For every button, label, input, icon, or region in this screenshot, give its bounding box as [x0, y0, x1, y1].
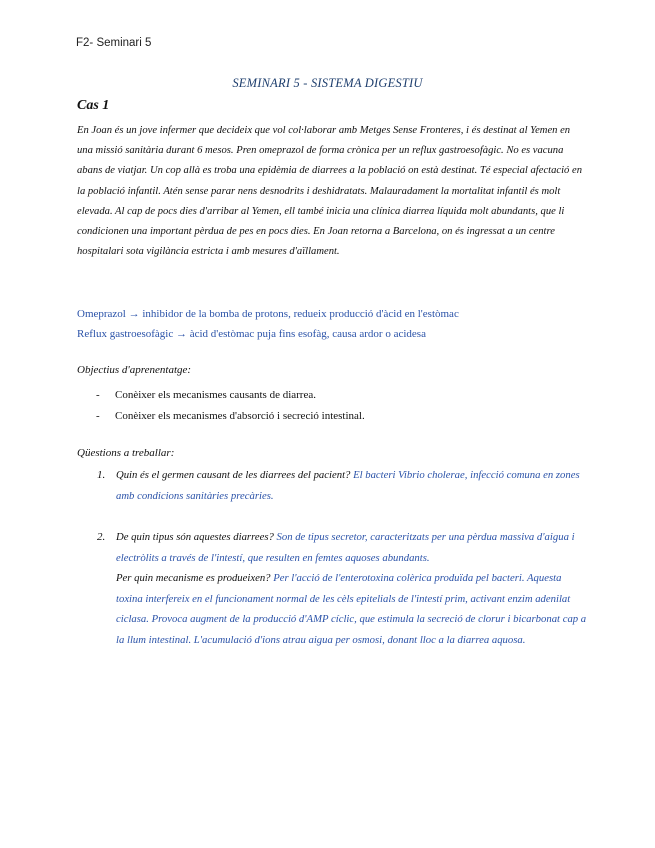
objectives-label: Objectius d'aprenentatge: [77, 364, 192, 376]
questions-label: Qüestions a treballar: [77, 447, 175, 459]
question-body [116, 527, 587, 650]
answer-text: Son de tipus secretor, caracteritzats per una pèrdua massiva d'aigua i electròlits a través de l'intestí, que resulten en femtes aquoses abundants. [116, 531, 575, 564]
question-2 [97, 527, 587, 650]
question-number: 1. [97, 469, 106, 481]
list-item: - Conèixer els mecanismes causants de diarrea. [96, 389, 316, 401]
question-body [116, 465, 587, 506]
case-paragraph: En Joan és un jove infermer que decideix que vol col·laborar amb Metges Sense Fronteres, i és destinat al Yemen en una missió sanitària durant 6 mesos. Pren omeprazol de forma crònica per un reflux gastroesofàgic. No es vacuna abans de viatjar. Un cop allà es troba una epidèmia de diarrees a la població on està destinat. Té especial afectació en la població infantil. Atén sense parar nens desnodrits i deshidratats. Malauradament la mortalitat infantil és molt elevada. Al cap de pocs dies d'arribar al Yemen, ell també inicia una clínica diarrea líquida molt abundants, que li condicionen una important pèrdua de pes en pocs dies. En Joan retorna a Barcelona, on és ingressat a un centre hospitalari sota vigilància estricta i amb mesures d'aïllament. [77, 125, 582, 258]
document-header: F2- Seminari 5 [76, 37, 152, 49]
list-item: - Conèixer els mecanismes d'absorció i secreció intestinal. [96, 410, 365, 422]
objective-text: Conèixer els mecanismes causants de diarrea. [115, 389, 316, 401]
objective-text: Conèixer els mecanismes d'absorció i secreció intestinal. [115, 410, 365, 422]
note-omeprazol: Omeprazol → inhibidor de la bomba de protons, redueix producció d'àcid en l'estòmac [77, 308, 459, 320]
question-text: De quin tipus són aquestes diarrees? [116, 531, 274, 543]
question-1 [97, 465, 587, 506]
sub-answer-text: Per l'acció de l'enterotoxina colèrica produïda pel bacteri. Aquesta toxina interfereix en el funcionament normal de les cèls epitelials de l'intestí prim, activant enzim adenilat ciclasa. Provoca augment de la producció d'AMP cíclic, que estimula la secreció de clorur i bicarbonat cap a la llum intestinal. L'acumulació d'ions atrau aigua per osmosi, donant lloc a la diarrea aquosa. [116, 572, 587, 646]
question-text: Quin és el germen causant de les diarrees del pacient? [116, 469, 351, 481]
objectives-list [96, 385, 365, 427]
case-heading: Cas 1 [77, 98, 110, 113]
answer-text: El bacteri Vibrio cholerae, infecció comuna en zones amb condicions sanitàries precàries. [116, 469, 580, 502]
sub-question-text: Per quin mecanisme es produeixen? [116, 572, 271, 584]
notes-block [77, 304, 597, 344]
note-reflux: Reflux gastroesofàgic → àcid d'estòmac puja fins esofàg, causa ardor o acidesa [77, 328, 426, 340]
question-number: 2. [97, 531, 106, 543]
document-title: SEMINARI 5 - SISTEMA DIGESTIU [232, 76, 423, 90]
